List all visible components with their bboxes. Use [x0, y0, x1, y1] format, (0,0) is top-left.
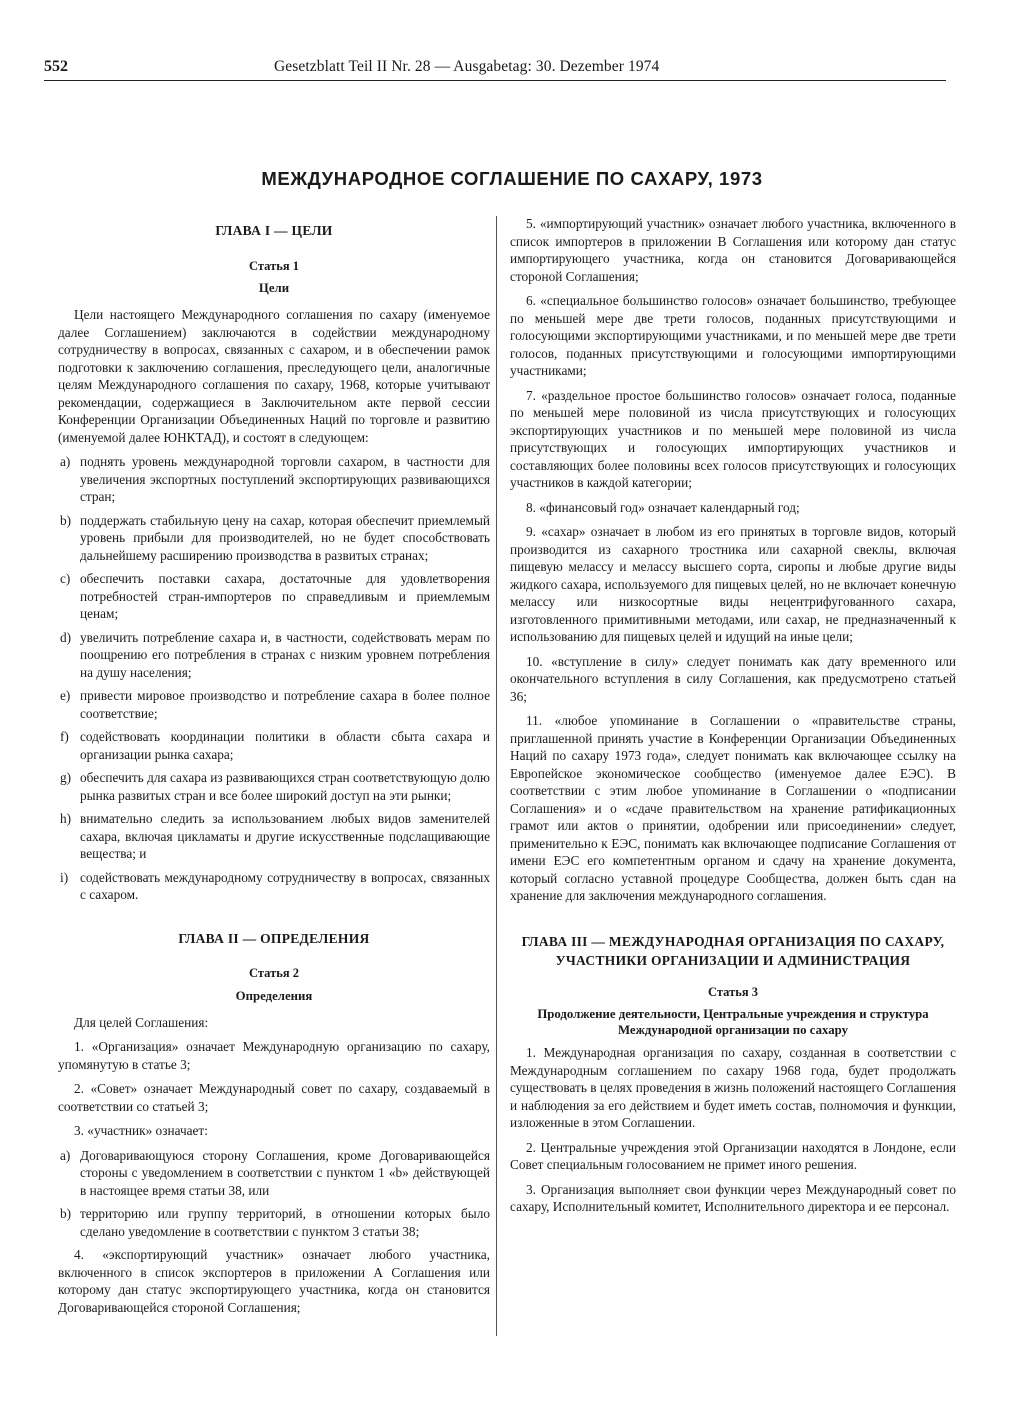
list-item [58, 1205, 490, 1240]
definition: 9. «сахар» означает в любом из его принятых в торговле видов, который производится из сахарного тростника или сахарной свеклы, включая пищевую мелассу и мелассу высшего сорта, сиропы и любые другие виды жидкого сахара, используемого для пищевых целей, но не включает конечную мелассу или низкосортные виды нецентрифугованного сахара, изготовленного примитивными методами, или сахар, не предназначенный к использованию для пищевых целей и идущий на иные цели; [510, 524, 956, 644]
list-item [58, 769, 490, 804]
definition: 8. «финансовый год» означает календарный год; [526, 499, 800, 515]
list-marker: d) [60, 629, 72, 645]
definition: 11. «любое упоминание в Соглашении о «правительстве страны, приглашенной принять участие в Конференции Организации Объединенных Наций по сахару 1973 года», следует понимать как включающее ссылку на Европейское экономическое сообщество (именуемое далее ЕЭС). В соответствии с этим любое упоминание в Соглашении о «подписании Соглашения» и о «сдаче правительством на хранение ратификационных грамот или актов о принятии, одобрении или присоединении» следует, применительно к ЕЭС, понимать как включающее подписание Соглашения от имени ЕЭС его компетентным органом и сдачу на хранение документа, который согласно уставной процедуре Сообщества, должен быть сдан на хранение для заключения международного соглашения. [510, 713, 956, 903]
column-divider [496, 216, 497, 1336]
list-marker: g) [60, 770, 72, 785]
paragraph: 2. Центральные учреждения этой Организации находятся в Лондоне, если Совет специальным голосованием не примет иного решения. [510, 1139, 956, 1172]
article-number: Статья 2 [249, 966, 299, 980]
paragraph: Для целей Соглашения: [74, 1014, 209, 1030]
list-marker: a) [60, 1147, 71, 1163]
chapter-heading: ГЛАВА III — МЕЖДУНАРОДНАЯ ОРГАНИЗАЦИЯ ПО САХАРУ, УЧАСТНИКИ ОРГАНИЗАЦИИ И АДМИНИСТРАЦИЯ [521, 933, 945, 968]
list-item [58, 453, 490, 506]
definition: 3. «участник» означает: [74, 1123, 208, 1138]
list-marker: b) [60, 512, 72, 528]
list-item-text: территорию или группу территорий, в отношении которых было сделано уведомление в соответствии с пунктом 3 статьи 38; [80, 1206, 490, 1239]
right-column [510, 215, 956, 1223]
list-item-text: поддержать стабильную цену на сахар, которая обеспечит приемлемый уровень прибыли для производителей, но не будет способствовать дальнейшему расширению производства в развитых странах; [80, 512, 490, 563]
list-marker: h) [60, 811, 72, 826]
list-item [58, 810, 490, 863]
list-item-text: обеспечить поставки сахара, достаточные для удовлетворения потребностей стран-импортеров по справедливым и приемлемым ценам; [80, 571, 490, 621]
list-item [58, 1147, 490, 1200]
list-item-text: внимательно следить за использованием любых видов заменителей сахара, включая цикламаты и другие искусственные подслащивающие вещества; и [80, 811, 490, 861]
definition: 10. «вступление в силу» следует понимать как дату временного или окончательного вступления в силу Соглашения, как предусмотрено статьей 36; [510, 653, 956, 704]
list-item-text: Договаривающуюся сторону Соглашения, кроме Договаривающейся стороны с уведомлением в соответствии с пунктом 1 «b» действующей в настоящее время статьи 38, или [80, 1147, 490, 1198]
list-item-text: обеспечить для сахара из развивающихся стран соответствующую долю рынка развитых стран и все более широкий доступ на эти рынки; [80, 770, 490, 803]
list-item [58, 687, 490, 722]
article-number: Статья 3 [708, 984, 758, 999]
list-item-text: увеличить потребление сахара и, в частности, содействовать мерам по поощрению его потребления в странах с низким уровнем потребления на душу населения; [80, 629, 490, 680]
list-item [58, 869, 490, 904]
definition: 4. «экспортирующий участник» означает любого участника, включенного в список экспортеров в приложении А Соглашения или которому дан статус экспортирующего участника, когда он становится Договаривающейся стороной Соглашения; [58, 1247, 490, 1315]
list-marker: e) [60, 688, 71, 703]
page-header [44, 54, 946, 81]
document-title: МЕЖДУНАРОДНОЕ СОГЛАШЕНИЕ ПО САХАРУ, 1973 [261, 168, 763, 189]
chapter-heading: ГЛАВА I — ЦЕЛИ [215, 223, 333, 238]
list-item-text: содействовать международному сотрудничеству в вопросах, связанных с сахаром. [80, 869, 490, 902]
definition: 7. «раздельное простое большинство голосов» означает голоса, поданные по меньшей мере половиной из числа присутствующих и голосующих экспортирующих участников и по меньшей мере половиной из числа присутствующих и голосующих импортирующих участников и составляющих более половины всех голосов присутствующих и голосующих участников в каждой категории; [510, 387, 956, 490]
left-column [58, 216, 490, 1323]
list-item [58, 512, 490, 565]
paragraph: 1. Международная организация по сахару, созданная в соответствии с Международным соглашением по сахару 1968 года, будет продолжать существовать в целях проведения в жизнь положений настоящего Соглашения и наблюдения за его действием и будет иметь состав, полномочия и функции, изложенные в этом Соглашении. [510, 1045, 956, 1130]
list-marker: b) [60, 1206, 72, 1221]
definition: 6. «специальное большинство голосов» означает большинство, требующее по меньшей мере две трети голосов, поданных присутствующими и голосующими экспортирующими участниками, и по меньшей мере две трети голосов, поданных присутствующими и голосующими импортирующими участниками; [510, 293, 956, 378]
list-item [58, 728, 490, 763]
list-marker: f) [60, 729, 69, 744]
list-marker: c) [60, 571, 71, 586]
definition: 2. «Совет» означает Международный совет по сахару, создаваемый в соответствии со статьей 3; [58, 1081, 490, 1114]
page-number: 552 [44, 58, 68, 75]
list-item-text: привести мировое производство и потребление сахара в более полное соответствие; [80, 688, 490, 721]
paragraph: Цели настоящего Международного соглашения по сахару (именуемое далее Соглашением) заключаются в содействии международному сотрудничеству в вопросах, связанных с сахаром, и в обеспечении рамок подготовки к заключению соглашения, преследующего цели, аналогичные целям Международного соглашения по сахару, 1968, которые учитывают рекомендации, содержащиеся в Заключительном акте первой сессии Конференции Организации Объединенных Наций по торговле и развитию (именуемой далее ЮНКТАД), и состоят в следующем: [58, 307, 490, 445]
article-title: Продолжение деятельности, Центральные учреждения и структура Международной организации по сахару [537, 1007, 929, 1037]
list-marker: i) [60, 869, 69, 885]
article-number: Статья 1 [249, 258, 299, 273]
paragraph: 3. Организация выполняет свои функции через Международный совет по сахару, Исполнительный комитет, Исполнительного директора и ее персонал. [510, 1181, 956, 1214]
definition: 5. «импортирующий участник» означает любого участника, включенного в список импортеров в приложении В Соглашения или которому дан статус импортирующего участника, когда он становится Договаривающейся стороной Соглашения; [510, 216, 956, 284]
list-item-text: содействовать координации политики в области сбыта сахара и организации рынка сахара; [80, 729, 490, 762]
definition: 1. «Организация» означает Международную организацию по сахару, упомянутую в статье 3; [58, 1039, 490, 1072]
list-item-text: поднять уровень международной торговли сахаром, в частности для увеличения экспортных поступлений экспортирующих развивающихся стран; [80, 454, 490, 504]
list-item [58, 629, 490, 682]
list-item [58, 570, 490, 623]
running-title: Gesetzblatt Teil II Nr. 28 — Ausgabetag: 30. Dezember 1974 [274, 58, 660, 75]
article-title: Определения [235, 988, 313, 1003]
list-marker: a) [60, 454, 71, 469]
article-title: Цели [258, 281, 290, 295]
chapter-heading: ГЛАВА II — ОПРЕДЕЛЕНИЯ [178, 930, 370, 946]
